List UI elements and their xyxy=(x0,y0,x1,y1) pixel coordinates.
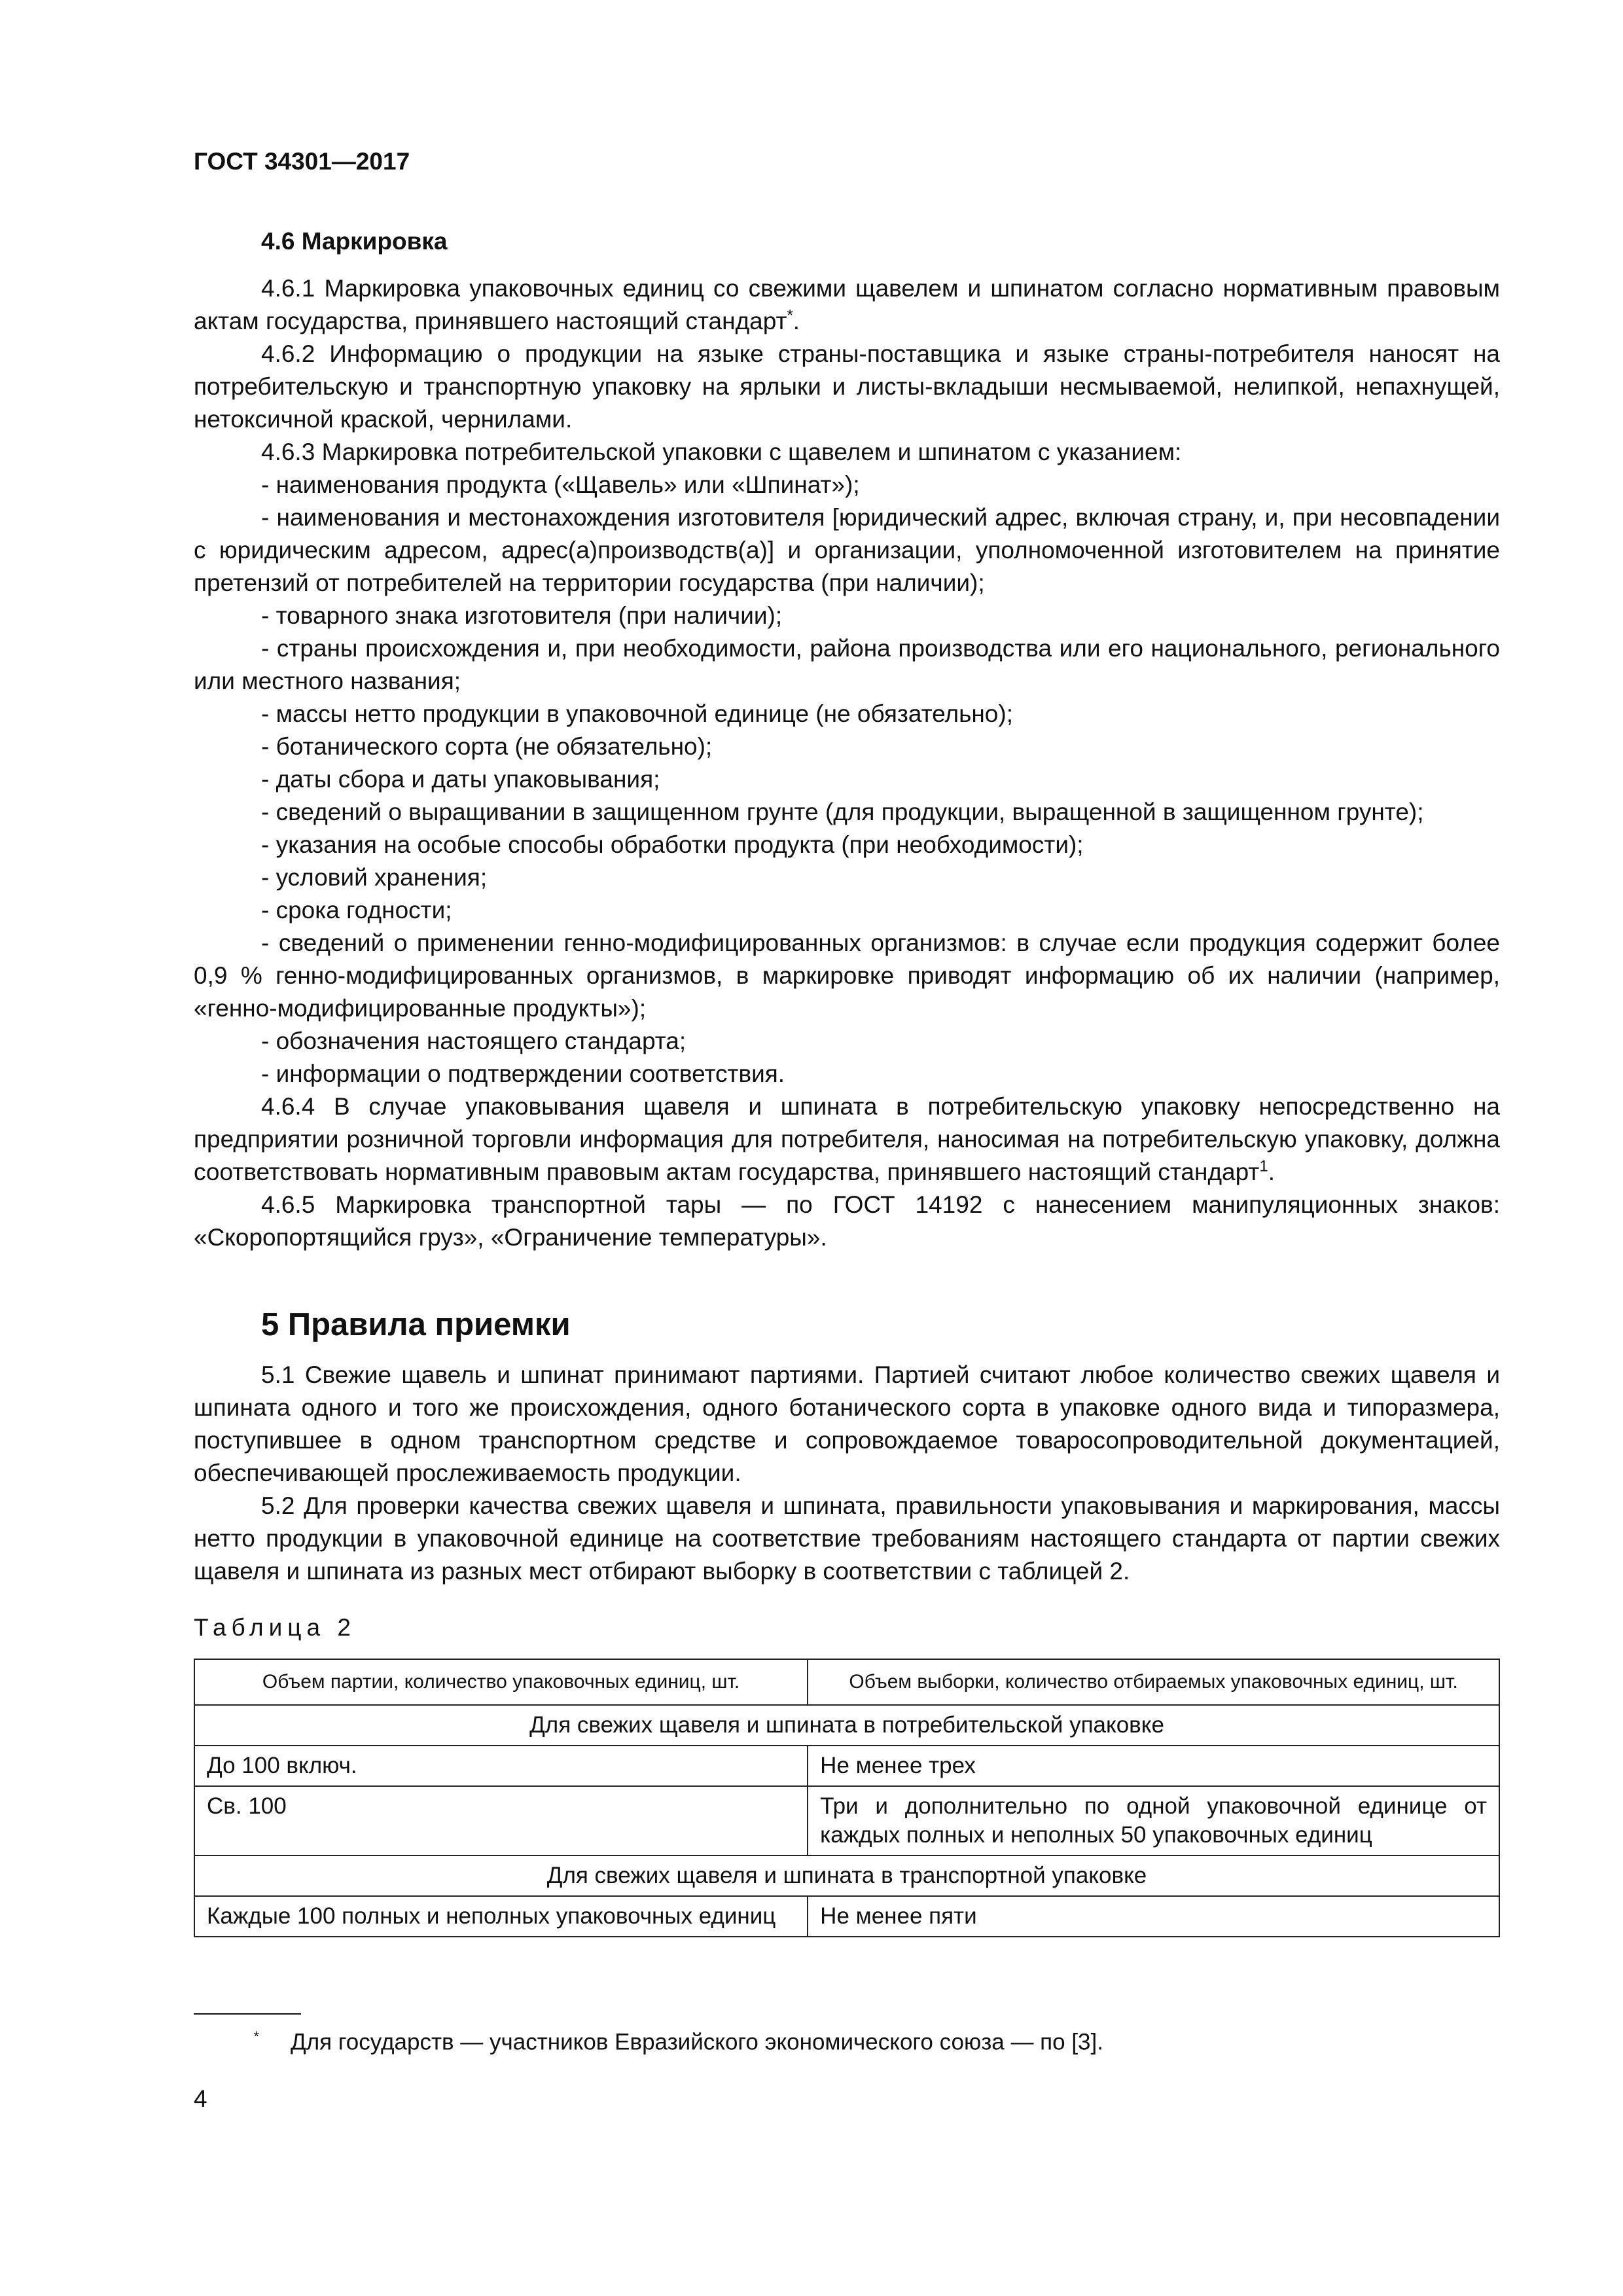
table-group-row xyxy=(194,1856,1499,1896)
column-header-sample-size: Объем выборки, количество отбираемых упаковочных единиц, шт. xyxy=(808,1659,1499,1705)
list-item: - условий хранения; xyxy=(261,864,488,891)
table-row xyxy=(194,1746,1499,1786)
paragraph-end-mark: . xyxy=(793,308,800,334)
paragraph-4-6-2: 4.6.2 Информацию о продукции на языке страны-поставщика и языке страны-потребителя наносят на потребительскую и транспортную упаковку на ярлыки и листы-вкладыши несмываемой, нелипкой, непахнущей, нетоксичной краской, чернилами. xyxy=(194,340,1500,433)
list-item: - массы нетто продукции в упаковочной единице (не обязательно); xyxy=(261,700,1013,727)
paragraph-4-6-3: 4.6.3 Маркировка потребительской упаковки с щавелем и шпинатом с указанием: xyxy=(261,439,1182,465)
paragraph-4-6-5: 4.6.5 Маркировка транспортной тары — по ГОСТ 14192 с нанесением манипуляционных знаков: «Скоропортящийся груз», «Ограничение температуры». xyxy=(194,1191,1500,1251)
section-4-6-heading: 4.6 Маркировка xyxy=(261,228,448,255)
footnote-mark: * xyxy=(253,2028,259,2045)
table-cell: Св. 100 xyxy=(194,1786,808,1856)
group-transport-packaging: Для свежих щавеля и шпината в транспортной упаковке xyxy=(194,1856,1499,1896)
footnote-reference: * xyxy=(787,306,793,325)
list-item: - страны происхождения и, при необходимости, района производства или его национального, регионального или местного названия; xyxy=(194,635,1500,694)
sampling-table xyxy=(194,1659,1500,1937)
footnote xyxy=(194,2021,1103,2058)
list-item: - сведений о выращивании в защищенном грунте (для продукции, выращенной в защищенном грунте); xyxy=(261,798,1424,825)
footnote-divider xyxy=(194,2013,301,2015)
list-item: - даты сбора и даты упаковывания; xyxy=(261,766,660,793)
table-cell: Три и дополнительно по одной упаковочной единице от каждых полных и неполных 50 упаковочных единиц xyxy=(808,1786,1499,1856)
list-item: - информации о подтверждении соответствия. xyxy=(261,1060,785,1087)
table-cell: До 100 включ. xyxy=(194,1746,808,1786)
list-item: - срока годности; xyxy=(261,897,452,924)
table-group-row xyxy=(194,1705,1499,1746)
table-caption: Таблица 2 xyxy=(194,1614,356,1641)
footnote-text: Для государств — участников Евразийского экономического союза — по [3]. xyxy=(291,2029,1103,2055)
table-row xyxy=(194,1786,1499,1856)
paragraph-4-6-1 xyxy=(194,272,1500,338)
standard-code: ГОСТ 34301—2017 xyxy=(194,148,410,175)
list-item: - указания на особые способы обработки продукта (при необходимости); xyxy=(261,831,1084,858)
list-item: - наименования и местонахождения изготовителя [юридический адрес, включая страну, и, при несовпадении с юридическим адресом, адрес(а)производств(а)] и организации, уполномоченной изготовителем на принятие претензий от потребителей на территории государства (при наличии); xyxy=(194,504,1500,596)
paragraph-4-6-4 xyxy=(194,1090,1500,1189)
table-cell: Не менее пяти xyxy=(808,1896,1499,1937)
footnote-reference: 1 xyxy=(1259,1157,1268,1175)
list-item: - наименования продукта («Щавель» или «Шпинат»); xyxy=(261,471,860,498)
list-item: - сведений о применении генно-модифицированных организмов: в случае если продукция содержит более 0,9 % генно-модифицированных организмов, в маркировке приводят информацию об их наличии (например, «генно-модифицированные продукты»); xyxy=(194,929,1500,1022)
paragraph-4-6-1-text: 4.6.1 Маркировка упаковочных единиц со свежими щавелем и шпинатом согласно нормативным правовым актам государства, принявшего настоящий стандарт xyxy=(194,275,1500,334)
paragraph-5-1: 5.1 Свежие щавель и шпинат принимают партиями. Партией считают любое количество свежих щавеля и шпината одного и того же происхождения, одного ботанического сорта в упаковке одного вида и типоразмера, поступившее в одном транспортном средстве и сопровождаемое товаросопроводительной документацией, обеспечивающей прослеживаемость продукции. xyxy=(194,1361,1500,1486)
table-header-row xyxy=(194,1659,1499,1705)
column-header-lot-size: Объем партии, количество упаковочных единиц, шт. xyxy=(194,1659,808,1705)
list-item: - обозначения настоящего стандарта; xyxy=(261,1028,687,1054)
body-text xyxy=(194,225,1500,1937)
list-item: - ботанического сорта (не обязательно); xyxy=(261,733,713,760)
paragraph-5-2: 5.2 Для проверки качества свежих щавеля и шпината, правильности упаковывания и маркирования, массы нетто продукции в упаковочной единице на соответствие требованиям настоящего стандарта от партии свежих щавеля и шпината из разных мест отбирают выборку в соответствии с таблицей 2. xyxy=(194,1492,1500,1585)
list-item: - товарного знака изготовителя (при наличии); xyxy=(261,602,783,629)
paragraph-end-mark: . xyxy=(1268,1158,1275,1185)
table-cell: Каждые 100 полных и неполных упаковочных единиц xyxy=(194,1896,808,1937)
paragraph-4-6-4-text: 4.6.4 В случае упаковывания щавеля и шпината в потребительскую упаковку непосредственно на предприятии розничной торговли информация для потребителя, наносимая на потребительскую упаковку, должна соответствовать нормативным правовым актам государства, принявшего настоящий стандарт xyxy=(194,1093,1500,1185)
table-row xyxy=(194,1896,1499,1937)
group-consumer-packaging: Для свежих щавеля и шпината в потребительской упаковке xyxy=(194,1705,1499,1746)
page-number: 4 xyxy=(194,2085,207,2112)
table-cell: Не менее трех xyxy=(808,1746,1499,1786)
section-5-heading: 5 Правила приемки xyxy=(261,1307,571,1342)
